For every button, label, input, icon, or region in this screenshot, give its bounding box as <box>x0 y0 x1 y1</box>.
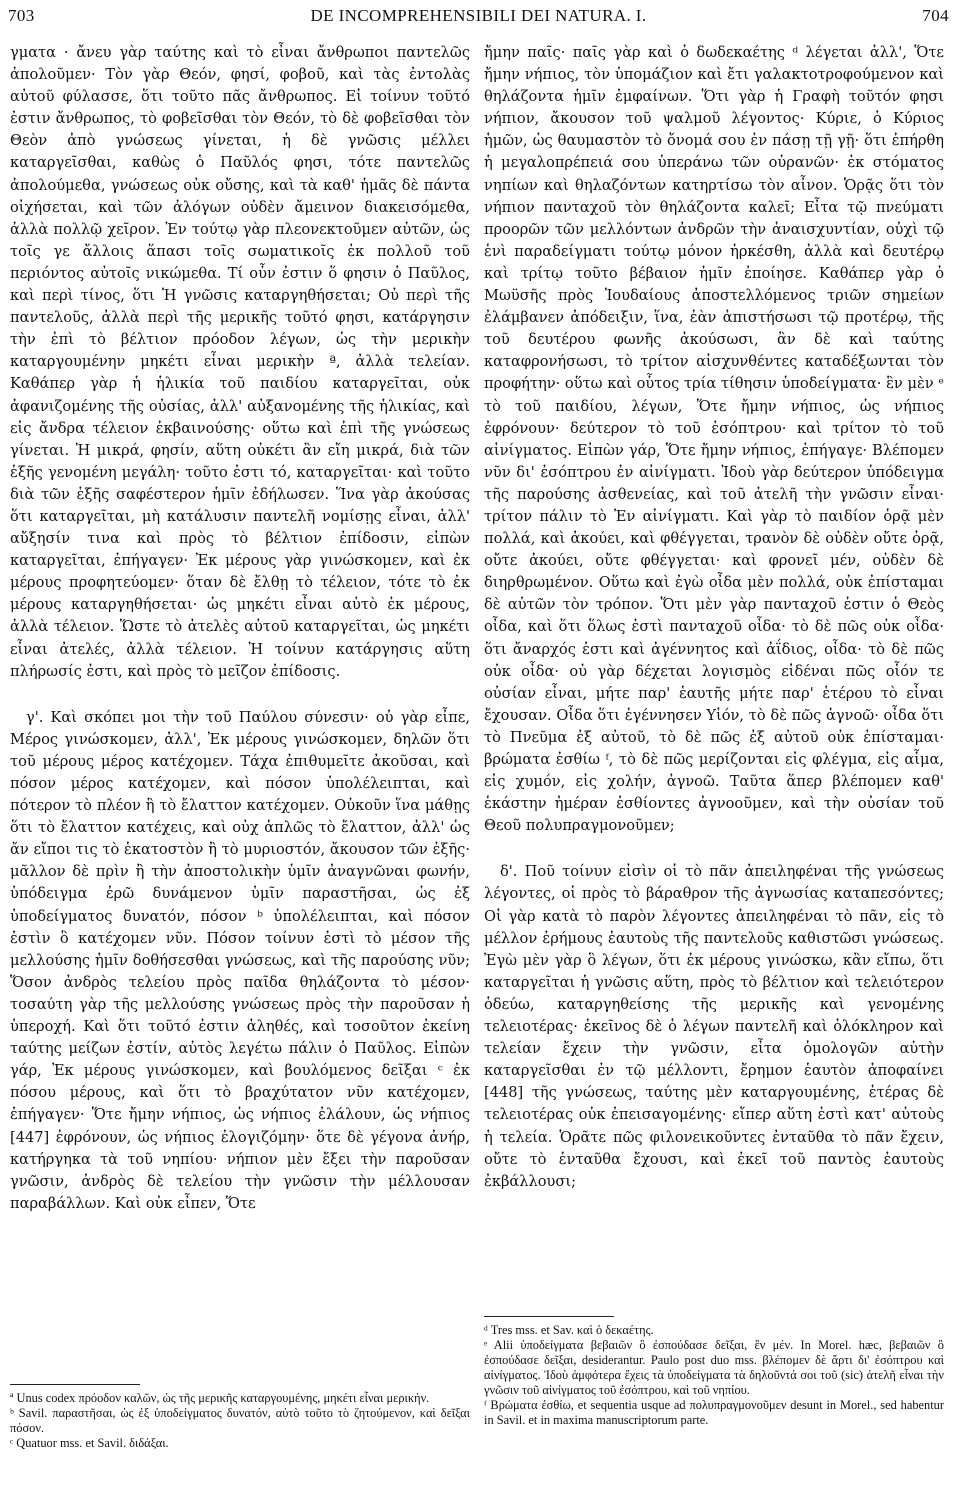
footnote-rule <box>10 1384 140 1385</box>
running-title: DE INCOMPREHENSIBILI DEI NATURA. I. <box>310 6 647 25</box>
footnote-d: ᵈ Tres mss. et Sav. καὶ ὁ δεκαέτης. <box>484 1323 654 1337</box>
page-number-right: 704 <box>922 6 949 25</box>
footnote-rule <box>484 1316 614 1317</box>
footnotes-right <box>484 1316 944 1428</box>
paragraph-section-3: γ'. Καὶ σκόπει μοι τὴν τοῦ Παύλου σύνεσιν· οὐ γὰρ εἶπε, Μέρος γινώσκομεν, ἀλλ', Ἐκ μέρους γινώσκομεν, δηλῶν ὅτι τοῦ μέρους μέρος κατέχομεν. Τάχα ἐπιθυμεῖτε ἀκοῦσαι, καὶ πόσον μέρος κατέχομεν, καὶ πόσον ὑπολέλειπται, καὶ πότερον τὸ πλέον ἢ τὸ ἔλαττον κατέχομεν. Οὐκοῦν ἵνα μάθῃς ὅτι τὸ ἔλαττον κατέχεις, καὶ οὐχ ἁπλῶς τὸ ἔλαττον, ἀλλ' ὡς ἄν εἴποι τις τὸ ἑκατοστὸν ἢ τὸ μυριοστόν, ἄκουσον τῶν ἑξῆς· μᾶλλον δὲ πρὶν ἢ τὴν ἀποστολικὴν ὑμῖν ἀναγνῶναι φωνήν, ὑπόδειγμα ἐρῶ δυνάμενον ὑμῖν παραστῆσαι, ὡς ἐξ ὑποδείγματος δυνατόν, πόσον ᵇ ὑπολέλειπται, καὶ πόσον ἐστὶν ὃ κατέχομεν νῦν. Πόσον τοίνυν ἐστὶ τὸ μέσον τῆς μελλούσης ἡμῖν δοθήσεσθαι γνώσεως, καὶ τῆς παρούσης νῦν; Ὅσον ἀνδρὸς τελείου πρὸς παῖδα θηλάζοντα τὸ μέσον· τοσαύτη γὰρ τῆς μελλούσης γνώσεως πρὸς τὴν παροῦσαν ἡ ὑπεροχή. Καὶ ὅτι τοῦτό ἐστιν ἀληθές, καὶ τοσοῦτον ἐκείνη ταύτης μείζων ἐστίν, αὐτὸς λεγέτω πάλιν ὁ Παῦλος. Εἰπὼν γάρ, Ἐκ μέρους γινώσκομεν, καὶ βουλόμενος δεῖξαι ᶜ ἐκ πόσου μέρους, καὶ ὅτι τὸ βραχύτατον νῦν κατέχομεν, ἐπήγαγεν· Ὅτε ἤμην νήπιος, ὡς νήπιος ἐλάλουν, ὡς νήπιος [447] ἐφρόνουν, ὡς νήπιος ἐλογιζόμην· ὅτε δὲ γέγονα ἀνήρ, κατήργηκα τὰ τοῦ νηπίου· νήπιον μὲν ἔξει τὴν παροῦσαν γνῶσιν, ἀνδρὸς δὲ τελείου τὴν γνῶσιν τὴν μέλλουσαν παραβάλλων. Καὶ οὐκ εἶπεν, Ὅτε <box>10 708 470 1212</box>
paragraph: γματα · ἄνευ γὰρ ταύτης καὶ τὸ εἶναι ἄνθρωποι παντελῶς ἀπολοῦμεν· Τὸν γὰρ Θεόν, φησί, φοβοῦ, καὶ τὰς ἐντολὰς αὐτοῦ φύλασσε, ὅτι τοῦτο πᾶς ἄνθρωπος. Εἰ τοίνυν τοῦτό ἐστιν ἄνθρωπος, τὸ φοβεῖσθαι τὸν Θεόν, τὸ δὲ φοβεῖσθαι τὸν Θεὸν ἀπὸ γνώσεως γίνεται, ἡ δὲ γνῶσις μέλλει καταργεῖσθαι, καθὼς ὁ Παῦλός φησι, τότε παντελῶς ἀπολούμεθα, γνώσεως οὐκ οὔσης, καὶ τὰ καθ' ἡμᾶς δὲ πάντα οἰχήσεται, καὶ τῶν ἀλόγων οὐδὲν ἄμεινον διακεισόμεθα, ἀλλὰ πολλῷ χεῖρον. Ἐν τούτῳ γὰρ πλεονεκτοῦμεν αὐτῶν, ὡς τοῖς γε ἄλλοις ἅπασι τοῖς σωματικοῖς ἐκ πολλοῦ τοῦ περιόντος αὐτοῖς νικώμεθα. Τί οὖν ἐστιν ὅ φησιν ὁ Παῦλος, καὶ περὶ τίνος, ὅτι Ἡ γνῶσις καταργηθήσεται; Οὐ περὶ τῆς παντελοῦς, ἀλλὰ περὶ τῆς μερικῆς τοῦτό φησι, κατάργησιν τὴν ἐπὶ τὸ βέλτιον πρόοδον λέγων, ὡς τὴν μερικὴν καταργουμένην μηκέτι εἶναι μερικὴν ª, ἀλλὰ τελείαν. Καθάπερ γὰρ ἡ ἡλικία τοῦ παιδίου καταργεῖται, οὐκ ἀφανιζομένης τῆς οὐσίας, ἀλλ' αὐξανομένης τῆς ἡλικίας, καὶ εἰς ἄνδρα τέλειον ἐκβαινούσης· οὕτω καὶ ἐπὶ τῆς γνώσεως γίνεται. Ἡ μικρά, φησίν, αὕτη οὐκέτι ἂν εἴη μικρά, διὰ τῶν ἑξῆς γενομένη μεγάλη· τοῦτο ἐστι τό, καταργεῖται· καὶ τοῦτο διὰ τῶν ἑξῆς σαφέστερον ἡμῖν ἐδήλωσεν. Ἵνα γὰρ ἀκούσας ὅτι καταργεῖται, μὴ κατάλυσιν παντελῆ νομίσῃς εἶναι, ἀλλ' αὔξησίν τινα καὶ πρὸς τὸ βέλτιον ἐπίδοσιν, εἰπὼν καταργεῖται, ἐπήγαγεν· Ἐκ μέρους γὰρ γινώσκομεν, καὶ ἐκ μέρους προφητεύομεν· ὅταν δὲ ἔλθῃ τὸ τέλειον, τότε τὸ ἐκ μέρους καταργηθήσεται· ὡς μηκέτι εἶναι αὐτὸ ἐκ μέρους, ἀλλὰ τέλειον. Ὥστε τὸ ἀτελὲς αὐτοῦ καταργεῖται, ὡς μηκέτι εἶναι ἀτελές, ἀλλὰ τέλειον. Ἡ τοίνυν κατάργησις αὕτη πλήρωσίς ἐστι, καὶ πρὸς τὸ μεῖζον ἐπίδοσις. <box>10 44 470 680</box>
footnote-b: ᵇ Savil. παραστῆσαι, ὡς ἐξ ὑποδείγματος δυνατόν, αὐτὸ τοῦτο τὸ ζητούμενον, καὶ δεῖξαι πόσον. <box>10 1406 470 1435</box>
footnote-a: ª Unus codex πρόοδον καλῶν, ὡς τῆς μερικῆς καταργουμένης, μηκέτι εἶναι μερικήν. <box>10 1391 430 1405</box>
footnote-f: ᶠ Βρώματα ἐσθίω, et sequentia usque ad πολυπραγμονοῦμεν desunt in Morel., sed habentur in Savil. et in maxima manuscriptorum parte. <box>484 1398 944 1427</box>
right-column <box>484 42 944 1193</box>
footnote-e: ᵉ Alii ὑποδείγματα βεβαιῶν ὃ ἐσπούδασε δεῖξαι, ἓν μέν. In Morel. hæc, βεβαιῶν ὃ ἐσπούδασε δεῖξαι, desiderantur. Paulo post duo mss. βλέπομεν δὲ ἄρτι δι' ἐσόπτρου καὶ αἰνίγματος. Ἰδοὺ ἀμφότερα ἔχεις τὰ ὑποδείγματα τὰ δηλοῦντά σοι τοῦ (sic) ἀτελῆ εἶναι τὴν γνῶσιν τοῦ αἰνίγματος τοῦ ἐσόπτρου, καὶ τοῦ νηπίου. <box>484 1338 944 1397</box>
left-column <box>10 42 470 1215</box>
page-header <box>8 6 949 46</box>
paragraph-section-4: δ'. Ποῦ τοίνυν εἰσὶν οἱ τὸ πᾶν ἀπειληφέναι τῆς γνώσεως λέγοντες, οἱ πρὸς τὸ βάραθρον τῆς ἀγνωσίας καταπεσόντες; Οἱ γὰρ κατὰ τὸ παρὸν λέγοντες ἀπειληφέναι τὸ πᾶν, εἰς τὸ μέλλον ἐρήμους ἑαυτοὺς τῆς παντελοῦς καθιστῶσι γνώσεως. Ἐγὼ μὲν γὰρ ὃ λέγων, ὅτι ἐκ μέρους γινώσκω, κἂν εἴπω, ὅτι καταργεῖται ἡ γνῶσις αὕτη, πρὸς τὸ βέλτιον καὶ τελειότερον ὁδεύω, καταργηθείσης τῆς μερικῆς καὶ γενομένης τελειοτέρας· ἐκεῖνος δὲ ὁ λέγων παντελῆ καὶ ὁλόκληρον καὶ τελείαν ἔχειν τὴν γνῶσιν, εἶτα ὁμολογῶν αὐτὴν καταργεῖσθαι ἐν τῷ μέλλοντι, ἔρημον ἑαυτὸν ἀποφαίνει [448] τῆς γνώσεως, ταύτης μὲν καταργουμένης, ἑτέρας δὲ τελειοτέρας οὐκ ἐπεισαγομένης· εἴπερ αὕτη ἐστὶ κατ' αὐτοὺς ἡ τελεία. Ὁρᾶτε πῶς φιλονεικοῦντες ἐνταῦθα τὸ πᾶν ἔχειν, οὔτε τὸ ἐνταῦθα ἔχουσι, καὶ ἐκεῖ τοῦ παντὸς ἑαυτοὺς ἐκβάλλουσι; <box>484 863 944 1190</box>
paragraph: ἤμην παῖς· παῖς γὰρ καὶ ὁ δωδεκαέτης ᵈ λέγεται ἀλλ', Ὅτε ἤμην νήπιος, τὸν ὑπομάζιον καὶ ἔτι γαλακτοτροφούμενον καὶ θηλάζοντα ἡμῖν ἐμφαίνων. Ὅτι γὰρ ἡ Γραφὴ τοῦτόν φησι νήπιον, ἄκουσον τοῦ ψαλμοῦ λέγοντος· Κύριε, ὁ Κύριος ἡμῶν, ὡς θαυμαστὸν τὸ ὄνομά σου ἐν πάσῃ τῇ γῇ· ὅτι ἐπήρθη ἡ μεγαλοπρέπειά σου ὑπεράνω τῶν οὐρανῶν· ἐκ στόματος νηπίων καὶ θηλαζόντων κατηρτίσω τὸν αἶνον. Ὁρᾷς ὅτι τὸν νήπιον πανταχοῦ τὸν θηλάζοντα καλεῖ; Εἶτα τῷ πνεύματι προορῶν τῶν μελλόντων ἀνδρῶν τὴν ἀναισχυντίαν, οὐχὶ τῷ ἑνὶ παραδείγματι τούτῳ μόνον ἠρκέσθη, ἀλλὰ καὶ δευτέρῳ καὶ τρίτῳ τοῦτο βέβαιον ἡμῖν ἐποίησε. Καθάπερ γὰρ ὁ Μωϋσῆς πρὸς Ἰουδαίους ἀποστελλόμενος τριῶν σημείων ἐλάμβανεν ἀπόδειξιν, ἵνα, ἐὰν ἀπιστήσωσι τῷ προτέρῳ, τῆς τοῦ δευτέρου φωνῆς ἀκούσωσι, ἂν δὲ καὶ ταύτης καταφρονήσωσι, τὸ τρίτον αἰσχυνθέντες καταδέξωνται τὸν προφήτην· οὕτω καὶ οὗτος τρία τίθησιν ὑποδείγματα· ἓν μὲν ᵉ τὸ τοῦ παιδίου, λέγων, Ὅτε ἤμην νήπιος, ὡς νήπιος ἐφρόνουν· δεύτερον τὸ τοῦ ἐσόπτρου· καὶ τρίτον τὸ τοῦ αἰνίγματος. Εἰπὼν γάρ, Ὅτε ἤμην νήπιος, ἐπήγαγε· Βλέπομεν νῦν δι' ἐσόπτρου ἐν αἰνίγματι. Ἰδοὺ γὰρ δεύτερον ὑπόδειγμα τῆς παρούσης ἀσθενείας, καὶ τοῦ ἀτελῆ τὴν γνῶσιν εἶναι· τρίτον πάλιν τὸ Ἐν αἰνίγματι. Καὶ γὰρ τὸ παιδίον ὁρᾷ μὲν πολλά, καὶ ἀκούει, καὶ φθέγγεται, τρανὸν δὲ οὐδὲν οὔτε ὁρᾷ, οὔτε ἀκούει, οὔτε φθέγγεται· καὶ φρονεῖ μέν, οὐδὲν δὲ διηρθρωμένον. Οὕτω καὶ ἐγὼ οἶδα μὲν πολλά, οὐκ ἐπίσταμαι δὲ αὐτῶν τὸν τρόπον. Ὅτι μὲν γὰρ πανταχοῦ ἐστιν ὁ Θεὸς οἶδα, καὶ ὅτι ὅλως ἐστὶ πανταχοῦ οἶδα· τὸ δὲ πῶς οὐκ οἶδα· ὅτι ἄναρχός ἐστι καὶ ἀγέννητος καὶ ἀΐδιος, οἶδα· τὸ δὲ πῶς οὐκ οἶδα· οὐ γὰρ δέχεται λογισμὸς εἰδέναι πῶς οἷόν τε οὐσίαν εἶναι, μήτε παρ' ἑαυτῆς μήτε παρ' ἑτέρου τὸ εἶναι ἔχουσαν. Οἶδα ὅτι ἐγέννησεν Υἱόν, τὸ δὲ πῶς ἀγνοῶ· οἶδα ὅτι τὸ Πνεῦμα ἐξ αὐτοῦ, τὸ δὲ πῶς ἐξ αὐτοῦ οὐκ ἐπίσταμαι· βρώματα ἐσθίω ᶠ, τὸ δὲ πῶς μερίζονται εἰς φλέγμα, εἰς αἷμα, εἰς χυμόν, εἰς χολήν, ἀγνοῶ. Ταῦτα ἅπερ βλέπομεν καθ' ἑκάστην ἡμέραν ἐσθίοντες ἀγνοοῦμεν, καὶ τὴν οὐσίαν τοῦ Θεοῦ πολυπραγμονοῦμεν; <box>484 44 944 835</box>
footnote-c: ᶜ Quatuor mss. et Savil. διδάξαι. <box>10 1436 169 1450</box>
footnotes-left <box>10 1384 470 1451</box>
page-number-left: 703 <box>8 6 35 25</box>
